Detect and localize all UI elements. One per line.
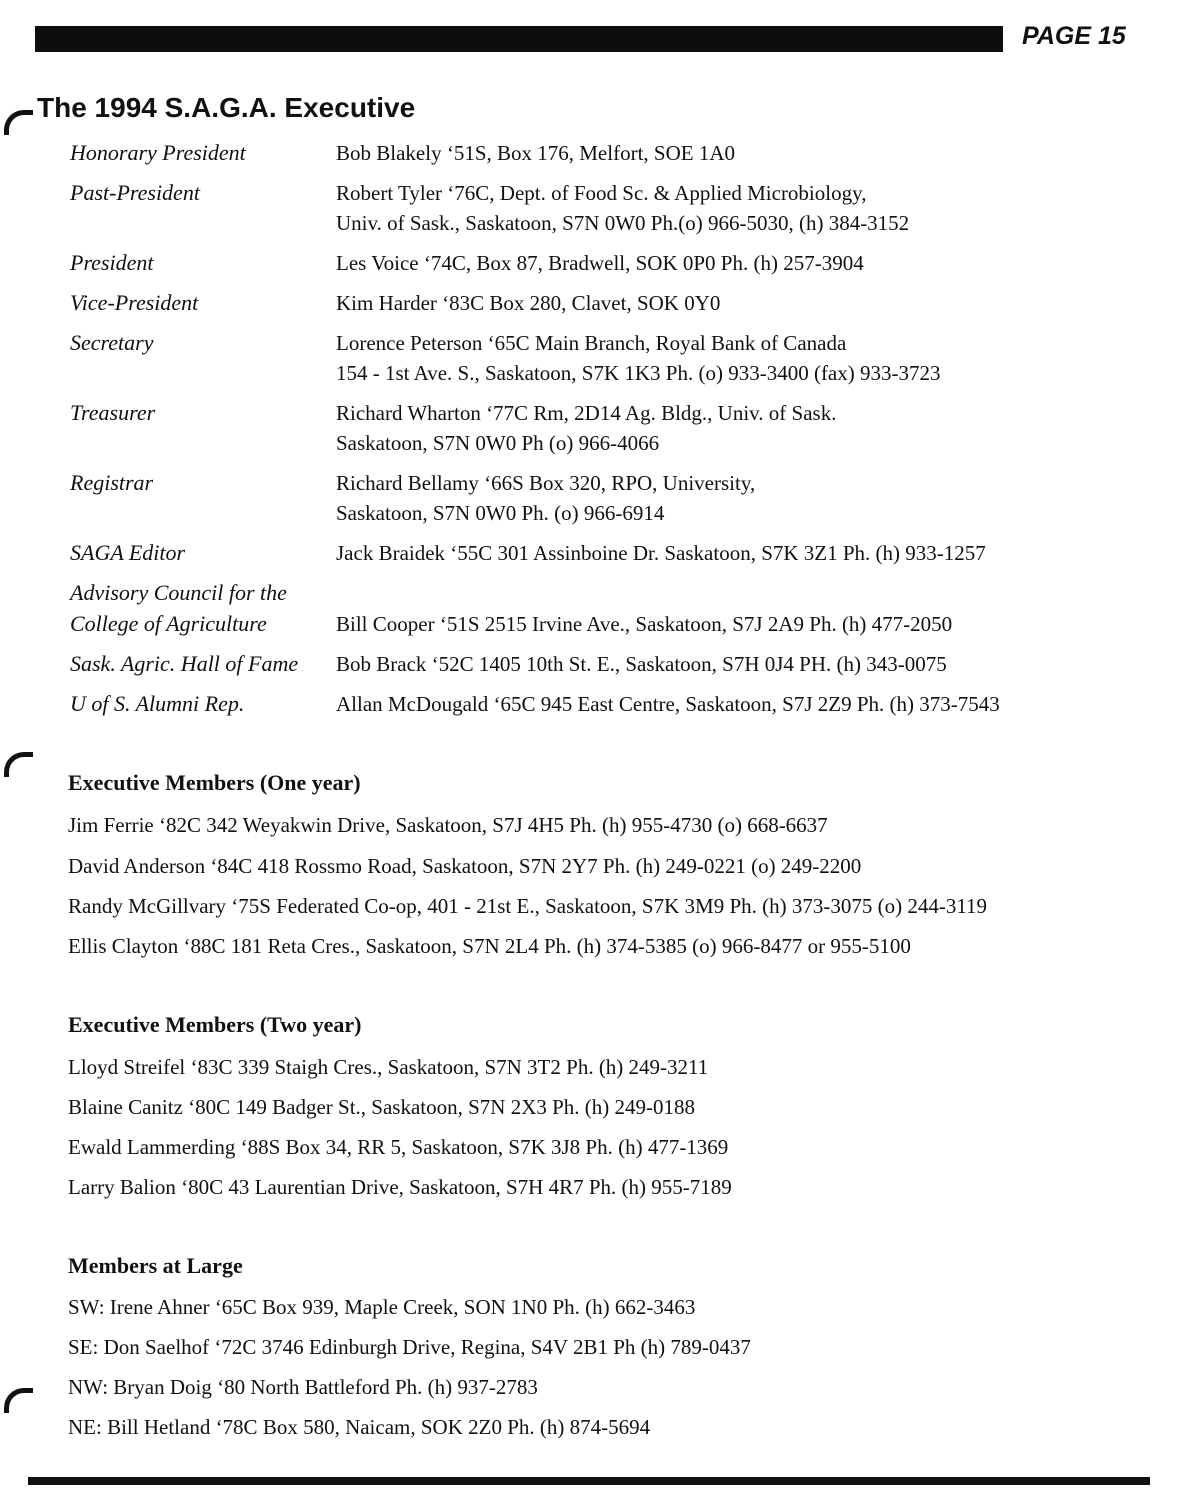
list-item: Jim Ferrie ‘82C 342 Weyakwin Drive, Saskatoon, S7J 4H5 Ph. (h) 955-4730 (o) 668-6637 bbox=[68, 813, 828, 837]
detail-line: Kim Harder ‘83C Box 280, Clavet, SOK 0Y0 bbox=[336, 291, 721, 315]
list-item: NW: Bryan Doig ‘80 North Battleford Ph. (h) 937-2783 bbox=[68, 1375, 538, 1399]
role-label: Advisory Council for the bbox=[70, 580, 287, 605]
member-detail bbox=[336, 138, 735, 168]
list-item: Ellis Clayton ‘88C 181 Reta Cres., Saskatoon, S7N 2L4 Ph. (h) 374-5385 (o) 966-8477 or 955-5100 bbox=[68, 934, 911, 958]
member-detail bbox=[336, 468, 755, 528]
member-detail bbox=[336, 689, 1000, 719]
member-detail bbox=[336, 649, 947, 679]
role-label: College of Agriculture bbox=[70, 611, 267, 636]
member-detail bbox=[336, 178, 909, 238]
role-label: SAGA Editor bbox=[70, 540, 186, 565]
role-label: Treasurer bbox=[70, 400, 156, 425]
role-label: Secretary bbox=[70, 330, 154, 355]
detail-line: Allan McDougald ‘65C 945 East Centre, Saskatoon, S7J 2Z9 Ph. (h) 373-7543 bbox=[336, 692, 1000, 716]
detail-line: Bob Brack ‘52C 1405 10th St. E., Saskatoon, S7H 0J4 PH. (h) 343-0075 bbox=[336, 652, 947, 676]
member-detail bbox=[336, 328, 941, 388]
role-label: Sask. Agric. Hall of Fame bbox=[70, 651, 299, 676]
role-label: Honorary President bbox=[70, 140, 246, 165]
punch-hole-mark bbox=[4, 110, 33, 135]
member-detail bbox=[336, 609, 952, 639]
list-item: NE: Bill Hetland ‘78C Box 580, Naicam, SOK 2Z0 Ph. (h) 874-5694 bbox=[68, 1415, 651, 1439]
detail-line: Bill Cooper ‘51S 2515 Irvine Ave., Saskatoon, S7J 2A9 Ph. (h) 477-2050 bbox=[336, 612, 953, 636]
list-item: David Anderson ‘84C 418 Rossmo Road, Saskatoon, S7N 2Y7 Ph. (h) 249-0221 (o) 249-2200 bbox=[68, 854, 862, 878]
detail-line: Lorence Peterson ‘65C Main Branch, Royal Bank of Canada bbox=[336, 331, 847, 355]
detail-line: Les Voice ‘74C, Box 87, Bradwell, SOK 0P0 Ph. (h) 257-3904 bbox=[336, 251, 864, 275]
detail-line: Richard Bellamy ‘66S Box 320, RPO, University, bbox=[336, 471, 756, 495]
list-item: Ewald Lammerding ‘88S Box 34, RR 5, Saskatoon, S7K 3J8 Ph. (h) 477-1369 bbox=[68, 1135, 729, 1159]
list-item: Lloyd Streifel ‘83C 339 Staigh Cres., Saskatoon, S7N 3T2 Ph. (h) 249-3211 bbox=[68, 1055, 709, 1079]
page-title: The 1994 S.A.G.A. Executive bbox=[37, 92, 416, 123]
section-heading: Executive Members (One year) bbox=[68, 770, 361, 795]
list-item: Blaine Canitz ‘80C 149 Badger St., Saskatoon, S7N 2X3 Ph. (h) 249-0188 bbox=[68, 1095, 696, 1119]
section-heading: Executive Members (Two year) bbox=[68, 1012, 362, 1037]
detail-line: Jack Braidek ‘55C 301 Assinboine Dr. Saskatoon, S7K 3Z1 Ph. (h) 933-1257 bbox=[336, 541, 986, 565]
member-detail bbox=[336, 248, 864, 278]
role-label: Past-President bbox=[70, 180, 200, 205]
role-label: Vice-President bbox=[70, 290, 199, 315]
section-heading: Members at Large bbox=[68, 1253, 243, 1278]
page-number: PAGE 15 bbox=[1022, 22, 1126, 50]
role-label: Registrar bbox=[70, 470, 154, 495]
list-item: SW: Irene Ahner ‘65C Box 939, Maple Creek, SON 1N0 Ph. (h) 662-3463 bbox=[68, 1295, 696, 1319]
list-item: SE: Don Saelhof ‘72C 3746 Edinburgh Drive, Regina, S4V 2B1 Ph (h) 789-0437 bbox=[68, 1335, 751, 1359]
detail-line: Univ. of Sask., Saskatoon, S7N 0W0 Ph.(o) 966-5030, (h) 384-3152 bbox=[336, 211, 910, 235]
detail-line: Richard Wharton ‘77C Rm, 2D14 Ag. Bldg., Univ. of Sask. bbox=[336, 401, 837, 425]
list-item: Larry Balion ‘80C 43 Laurentian Drive, Saskatoon, S7H 4R7 Ph. (h) 955-7189 bbox=[68, 1175, 732, 1199]
footer-rule bbox=[28, 1477, 1150, 1485]
detail-line: Bob Blakely ‘51S, Box 176, Melfort, SOE 1A0 bbox=[336, 141, 735, 165]
detail-line: Robert Tyler ‘76C, Dept. of Food Sc. & Applied Microbiology, bbox=[336, 181, 867, 205]
member-detail bbox=[336, 398, 836, 458]
detail-line: Saskatoon, S7N 0W0 Ph. (o) 966-6914 bbox=[336, 501, 665, 525]
detail-line: 154 - 1st Ave. S., Saskatoon, S7K 1K3 Ph. (o) 933-3400 (fax) 933-3723 bbox=[336, 361, 941, 385]
punch-hole-mark bbox=[4, 752, 33, 777]
header-rule bbox=[35, 26, 1003, 52]
list-item: Randy McGillvary ‘75S Federated Co-op, 401 - 21st E., Saskatoon, S7K 3M9 Ph. (h) 373-3075 (o) 244-3119 bbox=[68, 894, 988, 918]
role-label: President bbox=[70, 250, 154, 275]
role-label: U of S. Alumni Rep. bbox=[70, 691, 245, 716]
punch-hole-mark bbox=[4, 1388, 33, 1413]
member-detail bbox=[336, 538, 986, 568]
member-detail bbox=[336, 288, 720, 318]
detail-line: Saskatoon, S7N 0W0 Ph (o) 966-4066 bbox=[336, 431, 660, 455]
